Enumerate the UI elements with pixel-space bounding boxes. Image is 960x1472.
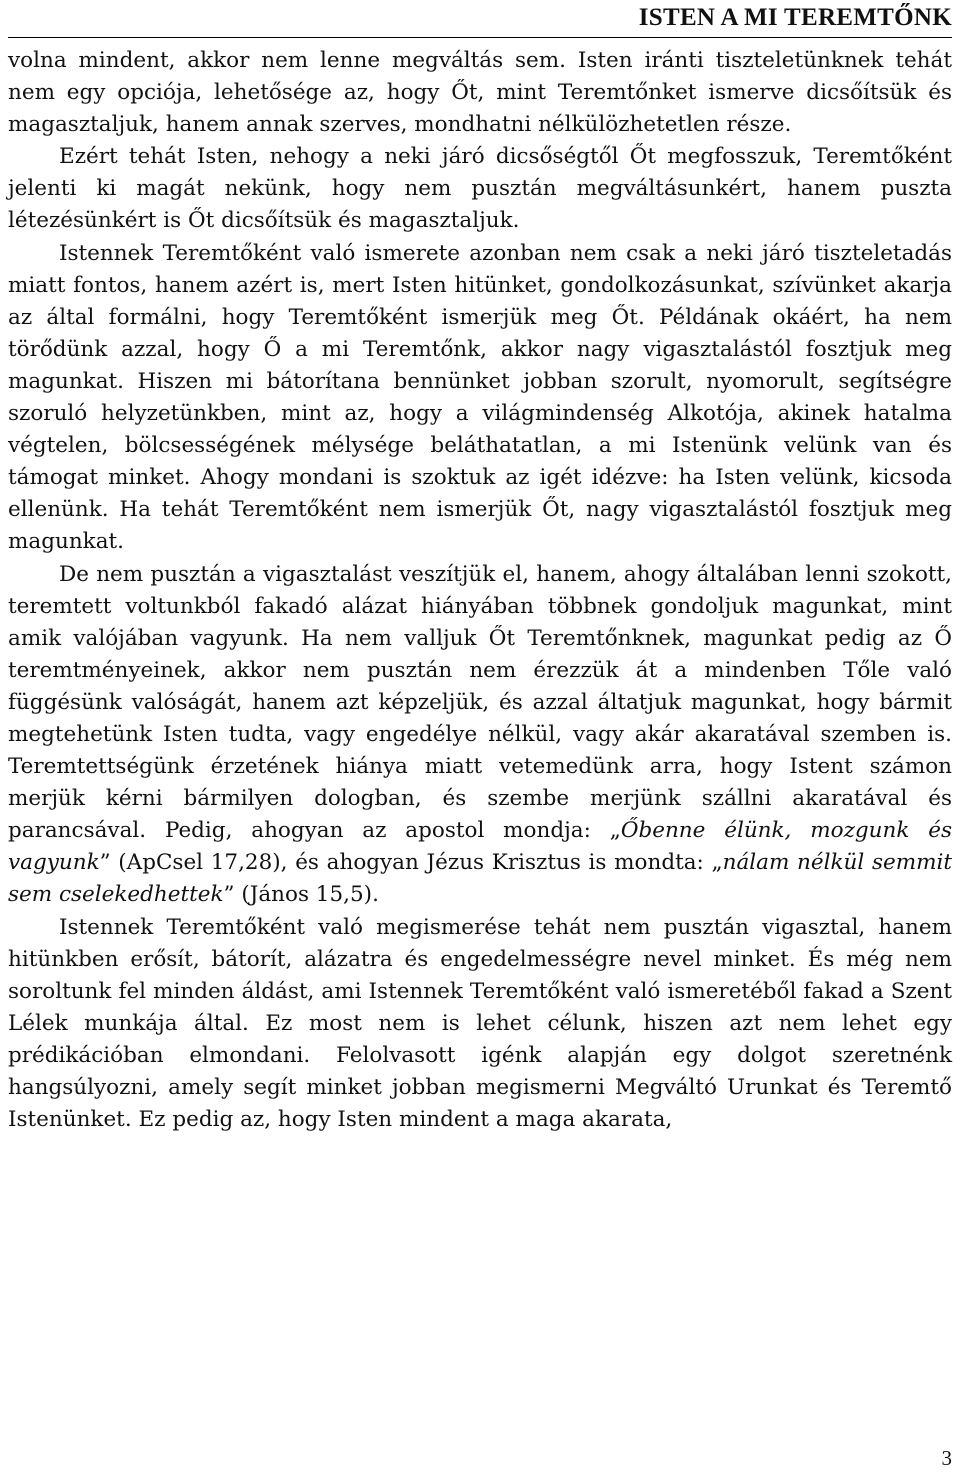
quote-john: nálam nélkül semmit sem cselekedhettek (8, 850, 952, 908)
header-rule (8, 37, 952, 38)
document-page (8, 0, 952, 1472)
page-number: 3 (941, 1446, 952, 1470)
body-text (8, 45, 952, 1136)
paragraph-2: Ezért tehát Isten, nehogy a neki járó dicsőségtől Őt megfosszuk, Teremtőként jelenti ki magát nekünk, hogy nem pusztán megváltásunkért, hanem puszta létezésünkért is Őt dicsőítsük és magasztaljuk. (8, 144, 952, 234)
paragraph-4-text-b: ” (ApCsel 17,28), és ahogyan Jézus Krisztus is mondta: „ (99, 850, 723, 876)
quote-acts: Őbenne élünk, mozgunk és vagyunk (8, 818, 952, 876)
paragraph-3: Istennek Teremtőként való ismerete azonban nem csak a neki járó tiszteletadás miatt fontos, hanem azért is, mert Isten hitünket, gondolkozásunkat, szívünket akarja az által formálni, hogy Teremtőként ismerjük meg Őt. Példának okáért, ha nem törődünk azzal, hogy Ő a mi Teremtőnk, akkor nagy vigasztalástól fosztjuk meg magunkat. Hiszen mi bátorítana bennünket jobban szorult, nyomorult, segítségre szoruló helyzetünkben, mint az, hogy a világmindenség Alkotója, akinek hatalma végtelen, bölcsességének mélysége beláthatatlan, a mi Istenünk velünk van és támogat minket. Ahogy mondani is szoktuk az igét idézve: ha Isten velünk, kicsoda ellenünk. Ha tehát Teremtőként nem ismerjük Őt, nagy vigasztalástól fosztjuk meg magunkat. (8, 240, 952, 555)
paragraph-5: Istennek Teremtőként való megismerése tehát nem pusztán vigasztal, hanem hitünkben erősít, bátorít, alázatra és engedelmességre nevel minket. És még nem soroltunk fel minden áldást, ami Istennek Teremtőként való ismeretéből fakad a Szent Lélek munkája által. Ez most nem is lehet célunk, hiszen azt nem lehet egy prédikációban elmondani. Felolvasott igénk alapján egy dolgot szeretnénk hangsúlyozni, amely segít minket jobban megismerni Megváltó Urunkat és Teremtő Istenünket. Ez pedig az, hogy Isten mindent a maga akarata, (8, 914, 952, 1133)
paragraph-1: volna mindent, akkor nem lenne megváltás sem. Isten iránti tiszteletünknek tehát nem egy opciója, lehetősége az, hogy Őt, mint Teremtőnket ismerve dicsőítsük és magasztaljuk, hanem annak szerves, mondhatni nélkülözhetetlen része. (8, 48, 952, 138)
paragraph-4-text-c: ” (János 15,5). (223, 882, 379, 908)
paragraph-4 (8, 559, 952, 912)
paragraph-4-text-a: De nem pusztán a vigasztalást veszítjük el, hanem, ahogy általában lenni szokott, teremtett voltunkból fakadó alázat hiányában többnek gondoljuk magunkat, mint amik valójában vagyunk. Ha nem valljuk Őt Teremtőnknek, magunkat pedig az Ő teremtményeinek, akkor nem pusztán nem érezzük át a mindenben Tőle való függésünk valóságát, hanem azt képzeljük, és azzal áltatjuk magunkat, hogy bármit megtehetünk Isten tudta, vagy engedélye nélkül, vagy akár akaratával szemben is. Teremtettségünk érzetének hiánya miatt vetemedünk arra, hogy Istent számon merjük kérni bármilyen dologban, és szembe merjünk szállni akaratával és parancsával. Pedig, ahogyan az apostol mondja: „ (8, 561, 952, 844)
running-header: ISTEN A MI TEREMTŐNK (638, 4, 952, 31)
